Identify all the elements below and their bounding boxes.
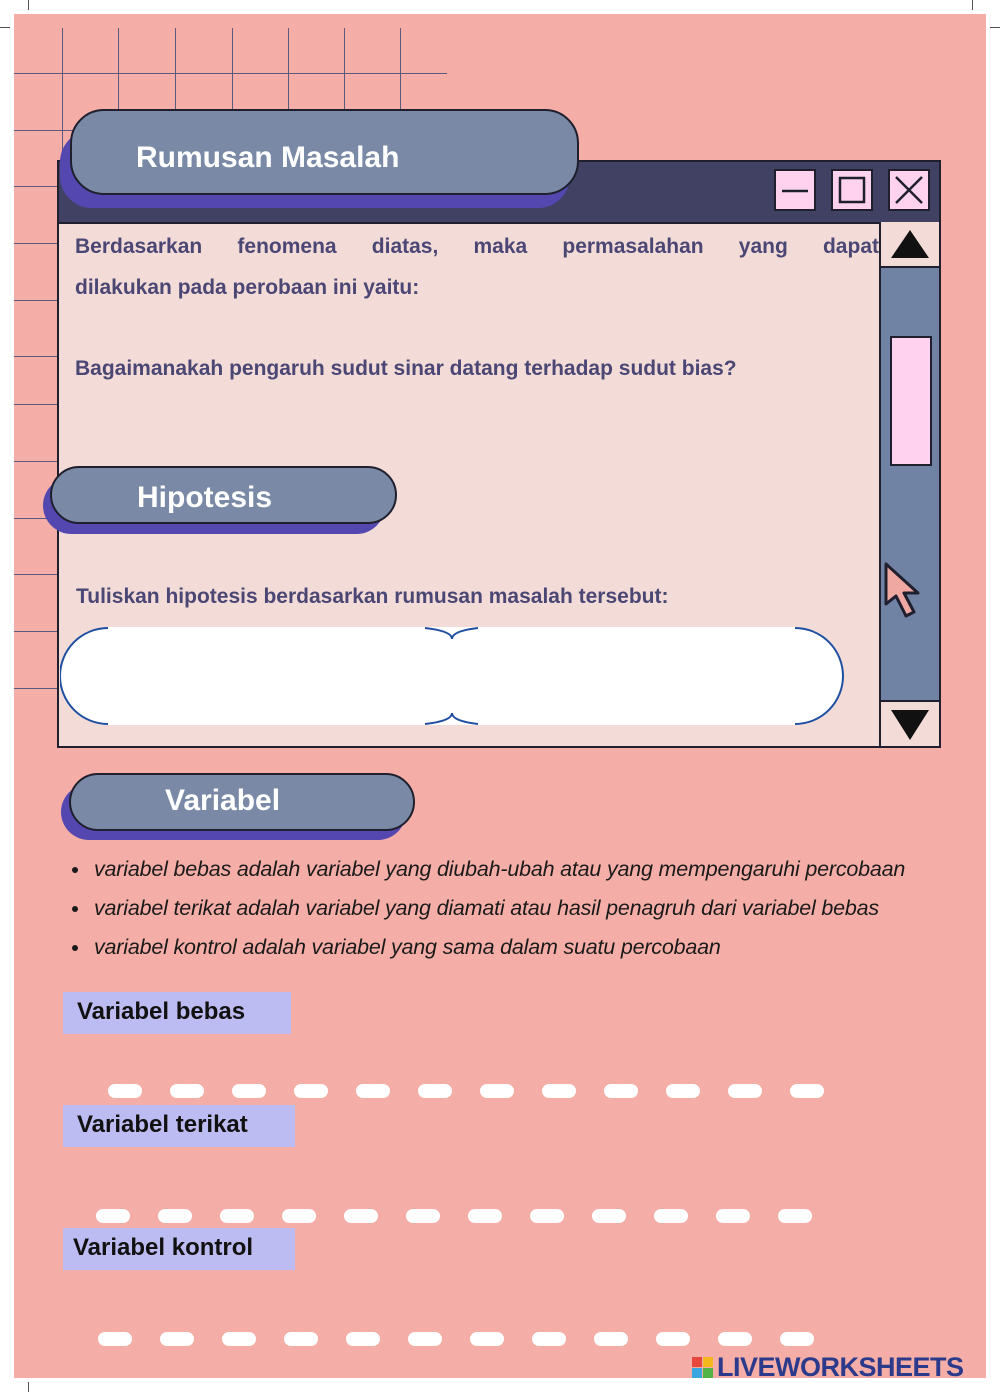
maximize-icon [833, 171, 871, 209]
liveworksheets-logo-icon [692, 1357, 714, 1379]
brand-name: LIVEWORKSHEETS [717, 1352, 964, 1382]
list-item: variabel terikat adalah variabel yang diamati atau hasil penagruh dari variabel bebas [94, 889, 984, 928]
variabel-title: Variabel [165, 784, 281, 817]
rumusan-intro-line1: Berdasarkan fenomena diatas, maka permasalahan yang dapat [75, 235, 879, 258]
variabel-terikat-answer-line[interactable] [96, 1209, 816, 1223]
variabel-terikat-label: Variabel terikat [63, 1105, 295, 1147]
crop-mark [28, 0, 29, 10]
crop-mark [28, 1382, 29, 1392]
rumusan-intro-line2: dilakukan pada perobaan ini yaitu: [75, 276, 420, 299]
rumusan-question: Bagaimanakah pengaruh sudut sinar datang terhadap sudut bias? [75, 357, 737, 380]
rumusan-intro [75, 226, 879, 308]
hipotesis-title: Hipotesis [137, 481, 273, 514]
liveworksheets-brand [692, 1352, 992, 1383]
rumusan-title-pill [70, 109, 579, 195]
scroll-down-button[interactable] [881, 700, 939, 746]
answer-box-shape [60, 627, 844, 725]
crop-mark [0, 27, 10, 28]
hipotesis-answer-box[interactable] [60, 627, 844, 725]
list-item: variabel kontrol adalah variabel yang sama dalam suatu percobaan [94, 928, 984, 967]
maximize-button[interactable] [831, 169, 873, 211]
variabel-bebas-label: Variabel bebas [63, 992, 291, 1034]
variabel-bebas-answer-line[interactable] [108, 1084, 828, 1098]
variabel-title-pill [69, 773, 415, 831]
close-icon [890, 171, 928, 209]
triangle-up-icon [881, 222, 939, 266]
variabel-definitions-list [70, 850, 984, 967]
minimize-icon [776, 171, 814, 209]
crop-mark [990, 27, 1000, 28]
hipotesis-prompt: Tuliskan hipotesis berdasarkan rumusan masalah tersebut: [76, 585, 669, 608]
hipotesis-title-pill [50, 466, 397, 524]
list-item: variabel bebas adalah variabel yang diubah-ubah atau yang mempengaruhi percobaan [94, 850, 984, 889]
scroll-up-button[interactable] [881, 222, 939, 268]
close-button[interactable] [888, 169, 930, 211]
cursor-arrow-icon [880, 560, 932, 620]
rumusan-title: Rumusan Masalah [136, 141, 400, 174]
scroll-thumb[interactable] [890, 336, 932, 466]
minimize-button[interactable] [774, 169, 816, 211]
variabel-kontrol-label: Variabel kontrol [63, 1228, 295, 1270]
triangle-down-icon [881, 702, 939, 746]
variabel-kontrol-answer-line[interactable] [98, 1332, 818, 1346]
crop-mark [972, 0, 973, 10]
window-scrollbar[interactable] [879, 222, 939, 746]
